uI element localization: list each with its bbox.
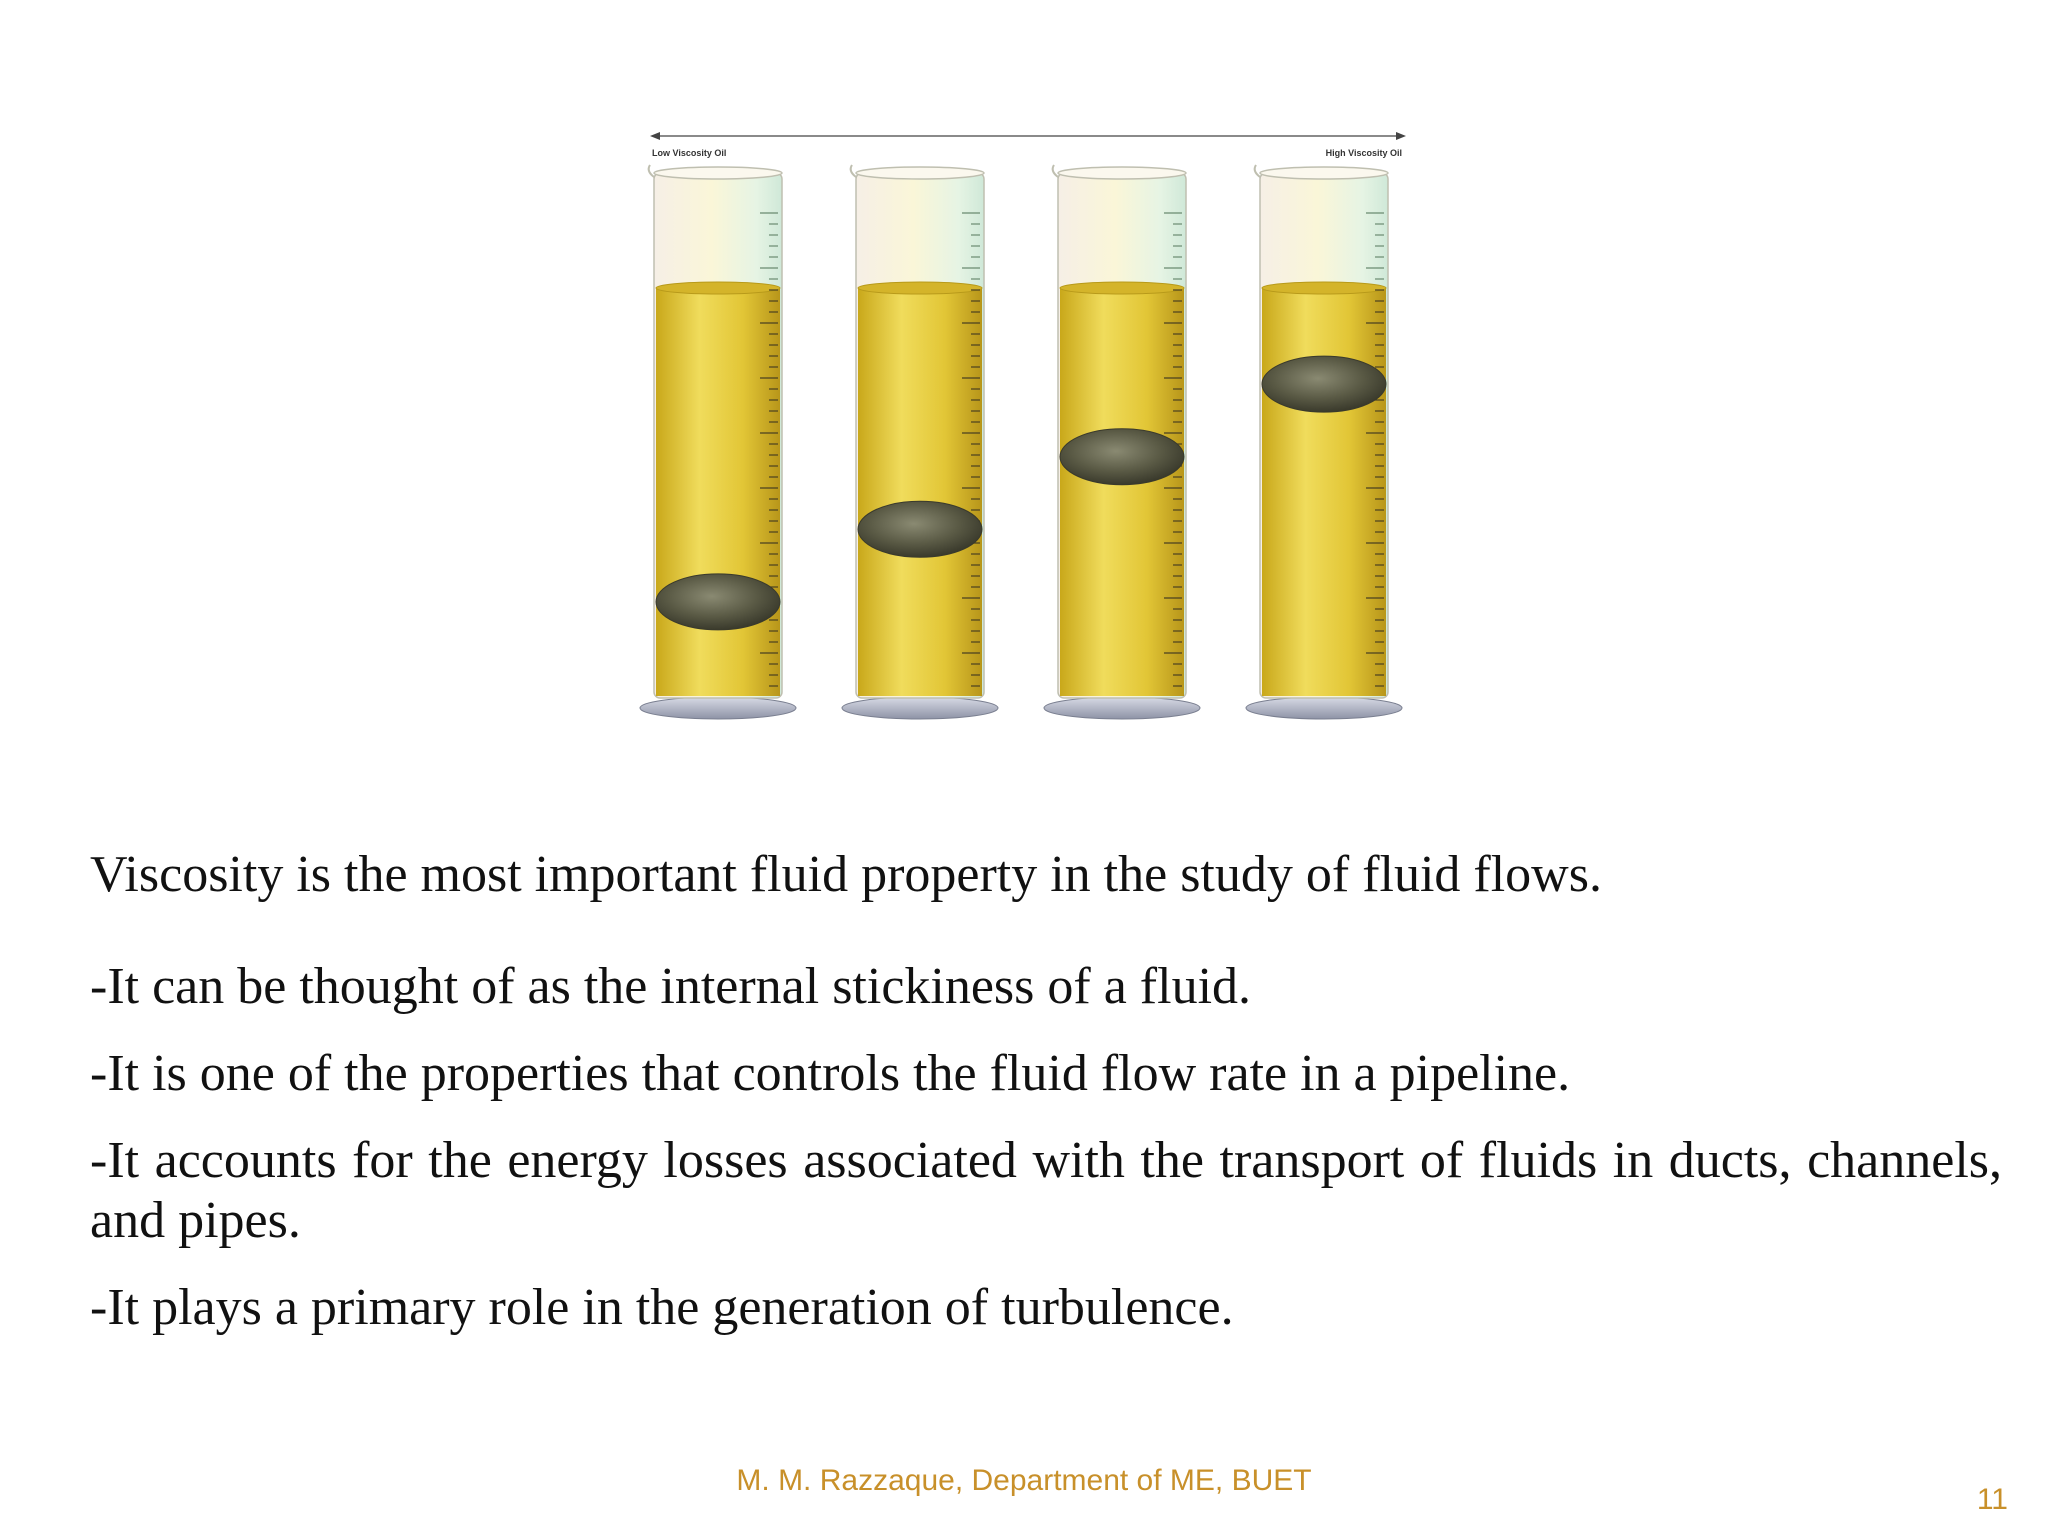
high-viscosity-label: High Viscosity Oil	[1325, 148, 1402, 158]
cylinder-spout	[1053, 165, 1058, 177]
cylinders-group	[640, 165, 1402, 719]
cylinders-illustration	[636, 128, 1418, 728]
cylinder-1	[640, 165, 796, 719]
cylinder-4	[1246, 165, 1402, 719]
oil-column	[656, 288, 780, 696]
cylinder-rim	[1260, 167, 1388, 179]
bullet-stickiness: -It can be thought of as the internal stickiness of a fluid.	[90, 958, 1252, 1015]
cylinder-base	[1044, 697, 1200, 719]
sinking-ball	[858, 501, 982, 557]
oil-surface	[858, 282, 982, 294]
sinking-ball	[656, 574, 780, 630]
cylinder-rim	[856, 167, 984, 179]
cylinder-base	[842, 697, 998, 719]
cylinder-base	[1246, 697, 1402, 719]
slide-body	[90, 845, 2002, 1365]
cylinder-base	[640, 697, 796, 719]
cylinder-spout	[649, 165, 654, 177]
viscosity-arrow	[650, 132, 1406, 140]
low-viscosity-label: Low Viscosity Oil	[652, 148, 727, 158]
oil-surface	[656, 282, 780, 294]
footer-credit: M. M. Razzaque, Department of ME, BUET	[736, 1464, 1312, 1497]
cylinder-spout	[851, 165, 856, 177]
bullet-turbulence: -It plays a primary role in the generation of turbulence.	[90, 1279, 1234, 1336]
bullet-energy-losses: -It accounts for the energy losses associated with the transport of fluids in ducts, channels, and pipes.	[90, 1132, 2002, 1249]
oil-column	[1262, 288, 1386, 696]
cylinder-rim	[1058, 167, 1186, 179]
sinking-ball	[1262, 356, 1386, 412]
viscosity-cylinders-figure	[636, 128, 1418, 728]
cylinder-3	[1044, 165, 1200, 719]
cylinder-2	[842, 165, 998, 719]
page-number: 11	[1976, 1483, 2008, 1516]
intro-sentence: Viscosity is the most important fluid property in the study of fluid flows.	[90, 846, 1602, 903]
cylinder-spout	[1255, 165, 1260, 177]
oil-column	[1060, 288, 1184, 696]
sinking-ball	[1060, 429, 1184, 485]
oil-surface	[1060, 282, 1184, 294]
oil-column	[858, 288, 982, 696]
oil-surface	[1262, 282, 1386, 294]
bullet-flow-rate: -It is one of the properties that controls the fluid flow rate in a pipeline.	[90, 1045, 1571, 1102]
cylinder-rim	[654, 167, 782, 179]
